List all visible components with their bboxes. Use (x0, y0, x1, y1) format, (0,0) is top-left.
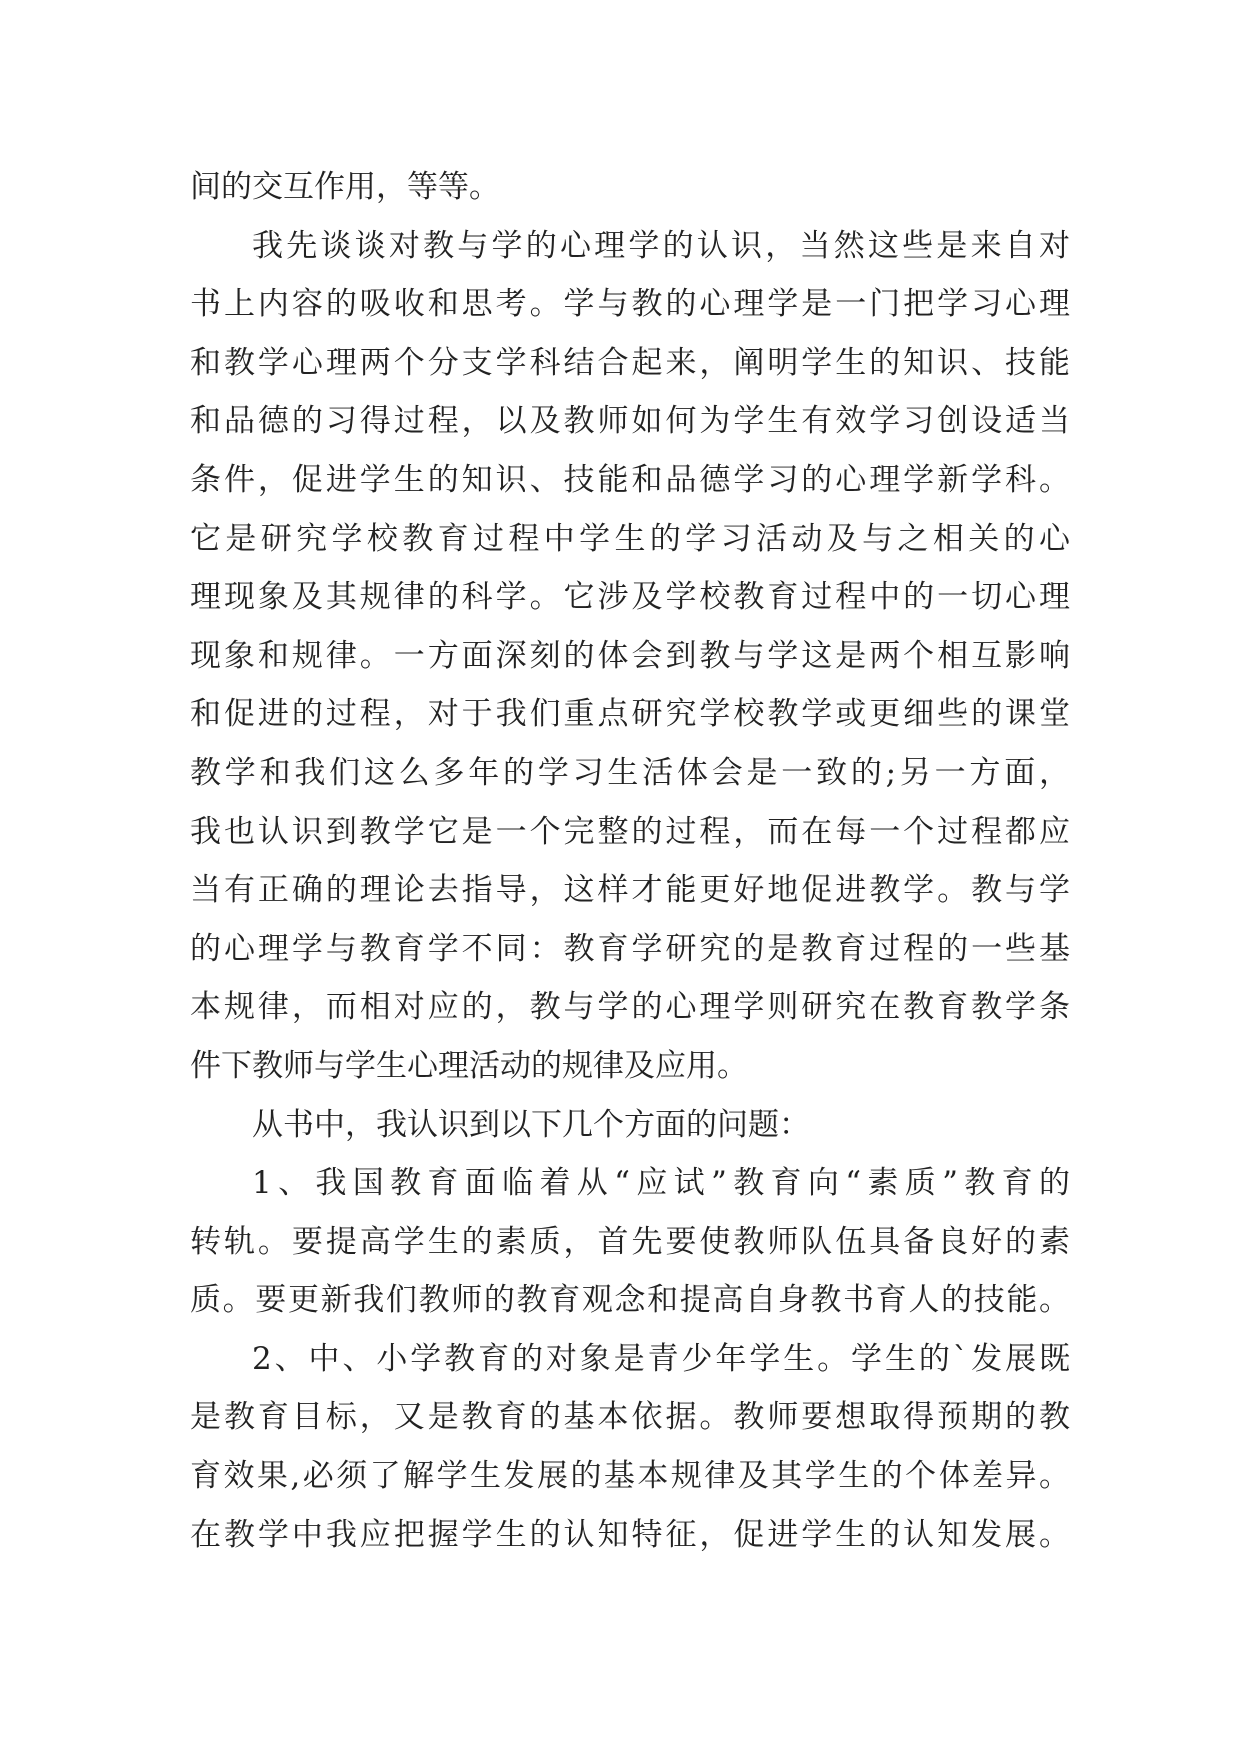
text-line: 的心理学与教育学不同：教育学研究的是教育过程的一些基 (190, 930, 1070, 967)
text-line: 教学和我们这么多年的学习生活体会是一致的;另一方面， (190, 754, 1070, 791)
text-line: 和品德的习得过程，以及教师如何为学生有效学习创设适当 (190, 403, 1070, 440)
text-line: 件下教师与学生心理活动的规律及应用。 (190, 1047, 748, 1084)
text-line: 条件，促进学生的知识、技能和品德学习的心理学新学科。 (190, 461, 1070, 498)
document-body (190, 158, 1070, 1564)
text-line: 育效果,必须了解学生发展的基本规律及其学生的个体差异。 (190, 1458, 1070, 1495)
text-line: 我也认识到教学它是一个完整的过程，而在每一个过程都应 (190, 813, 1070, 850)
text-line: 现象和规律。一方面深刻的体会到教与学这是两个相互影响 (190, 637, 1070, 674)
text-line: 质。要更新我们教师的教育观念和提高自身教书育人的技能。 (190, 1282, 1070, 1319)
text-line: 和促进的过程，对于我们重点研究学校教学或更细些的课堂 (190, 696, 1070, 733)
text-line: 理现象及其规律的科学。它涉及学校教育过程中的一切心理 (190, 579, 1070, 616)
text-line: 间的交互作用，等等。 (190, 169, 500, 205)
text-line: 本规律，而相对应的，教与学的心理学则研究在教育教学条 (190, 989, 1070, 1026)
text-line: 它是研究学校教育过程中学生的学习活动及与之相关的心 (190, 520, 1070, 557)
text-line: 当有正确的理论去指导，这样才能更好地促进教学。教与学 (190, 872, 1070, 909)
text-line: 书上内容的吸收和思考。学与教的心理学是一门把学习心理 (190, 286, 1070, 323)
text-line: 1、我国教育面临着从“应试”教育向“素质”教育的 (252, 1165, 1070, 1202)
text-line: 我先谈谈对教与学的心理学的认识，当然这些是来自对 (252, 227, 1070, 264)
text-line: 和教学心理两个分支学科结合起来，阐明学生的知识、技能 (190, 344, 1070, 381)
text-line: 转轨。要提高学生的素质，首先要使教师队伍具备良好的素 (190, 1223, 1070, 1260)
text-line: 从书中，我认识到以下几个方面的问题： (252, 1106, 810, 1143)
text-line: 在教学中我应把握学生的认知特征，促进学生的认知发展。 (190, 1516, 1070, 1553)
text-line: 是教育目标，又是教育的基本依据。教师要想取得预期的教 (190, 1399, 1070, 1436)
text-line: 2、中、小学教育的对象是青少年学生。学生的`发展既 (252, 1340, 1070, 1377)
